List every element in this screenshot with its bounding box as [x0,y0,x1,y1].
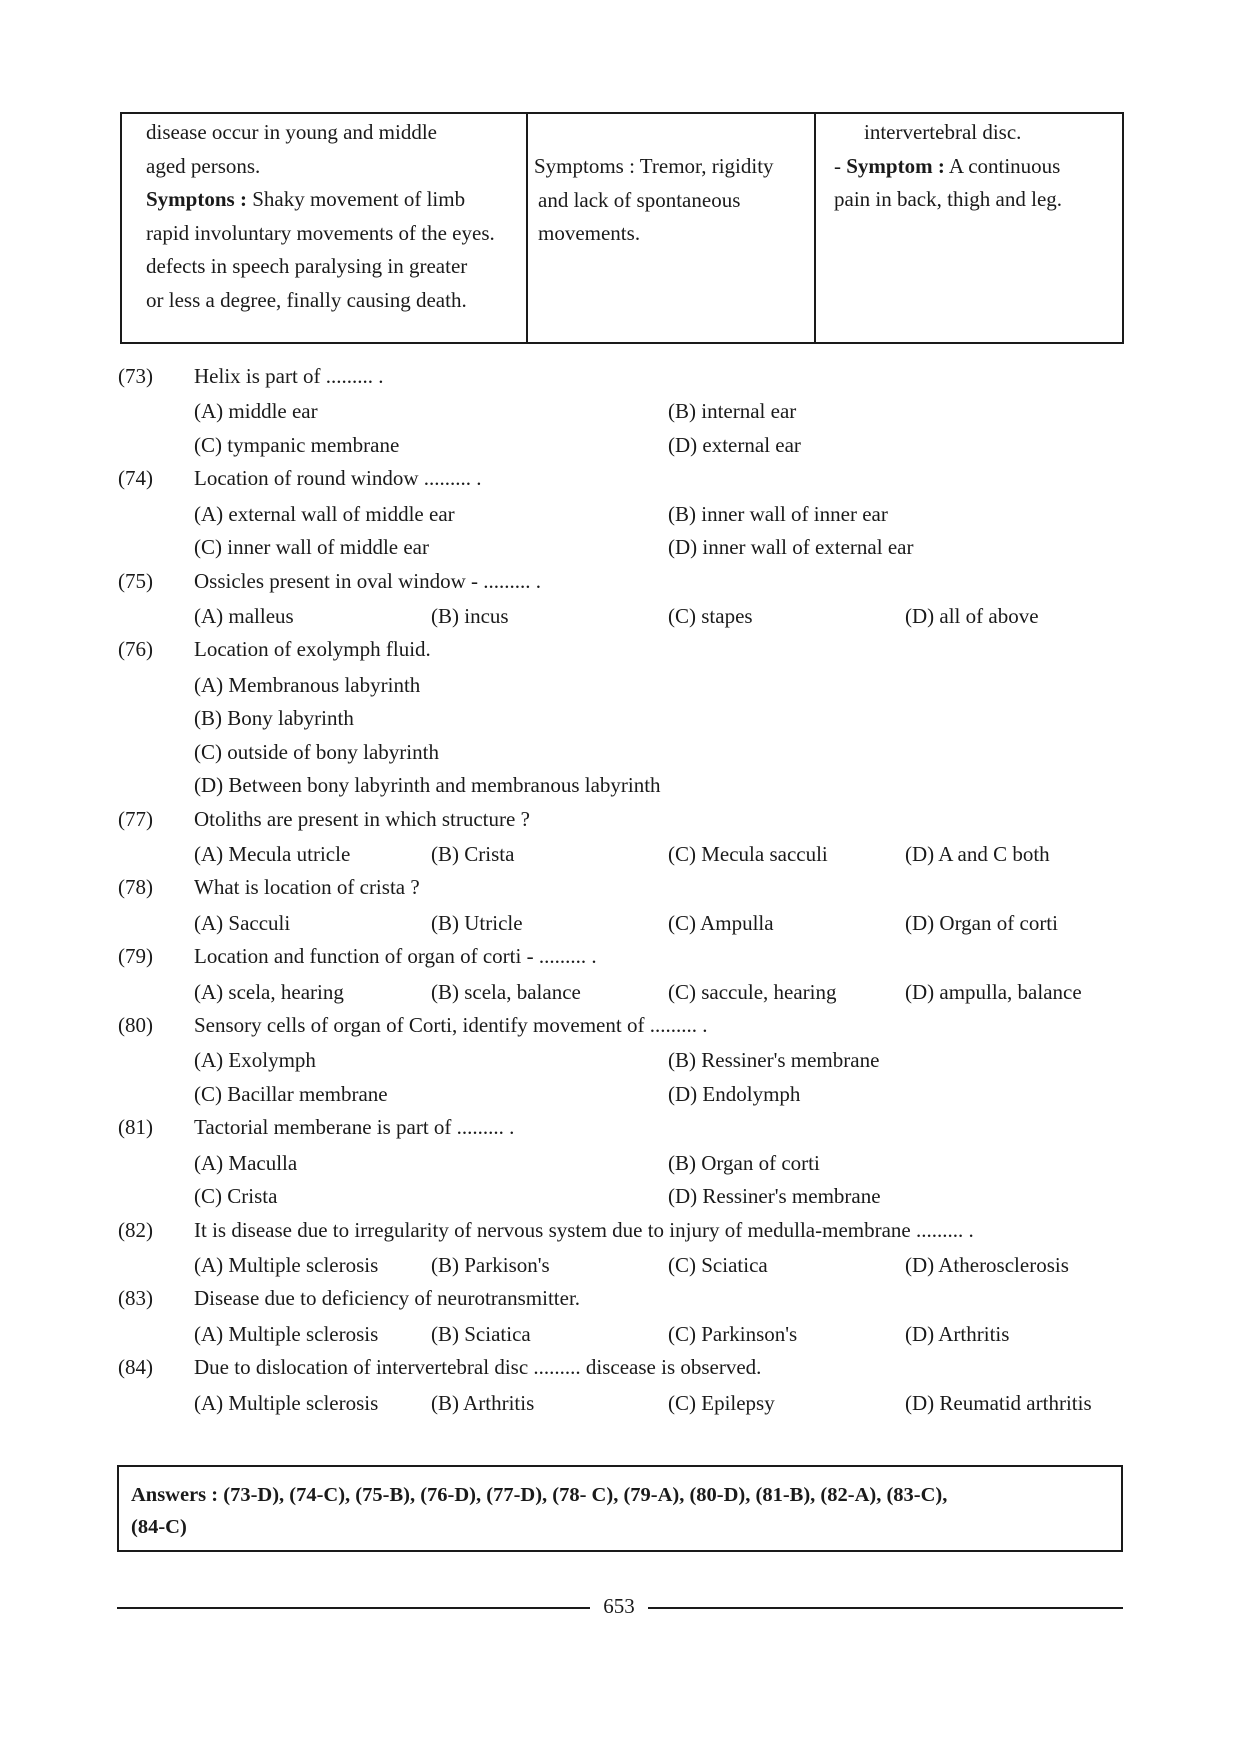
options-row [118,1151,1128,1185]
question-text: Ossicles present in oval window - ......... . [194,568,542,593]
answer-option: (A) middle ear [194,399,318,424]
col1-line-6: or less a degree, finally causing death. [146,287,467,312]
question-stem [118,466,1128,501]
options-row [118,706,1128,740]
answer-option: (D) external ear [668,432,801,457]
question-number: (84) [118,1355,153,1380]
answer-option: (D) Endolymph [668,1081,801,1106]
question-number: (78) [118,875,153,900]
answer-option: (B) Utricle [431,910,523,935]
question-number: (83) [118,1286,153,1311]
answer-option: (C) Crista [194,1184,278,1209]
question-stem [118,807,1128,842]
answer-option: (D) ampulla, balance [905,979,1082,1004]
question-stem [118,875,1128,910]
answer-option: (A) Mecula utricle [194,841,351,866]
col2-line-2: and lack of spontaneous [538,187,741,212]
question-text: Location of exolymph fluid. [194,637,431,662]
col3-line-1: intervertebral disc. [864,120,1022,144]
col1-line-2: aged persons. [146,153,261,178]
symptom-label: Symptom : [846,153,945,178]
col1-line-5: defects in speech paralysing in greater [146,254,468,278]
table-col-1 [122,114,528,342]
question-stem [118,364,1128,399]
symptoms-label: Symptons : [146,187,247,211]
symptoms-text: Shaky movement of limb [246,187,466,211]
answer-option: (A) Multiple sclerosis [194,1390,379,1415]
question-number: (80) [118,1013,153,1038]
footer-rule-left [117,1607,590,1609]
answer-option: (B) Bony labyrinth [194,706,354,731]
options-row [118,604,1128,638]
answer-option: (A) scela, hearing [194,979,344,1004]
options-row [118,1082,1128,1116]
answer-option: (A) Multiple sclerosis [194,1252,379,1277]
answer-option: (A) Multiple sclerosis [194,1321,379,1346]
answer-option: (A) malleus [194,603,294,628]
question-text: Location of round window ......... . [194,466,482,491]
options-row [118,740,1128,774]
page-number: 653 [603,1594,635,1618]
table-col-2 [528,114,816,342]
answer-option: (B) Crista [431,841,515,866]
col1-line-3 [146,183,526,217]
answer-option: (B) incus [431,603,509,628]
answer-option: (C) Bacillar membrane [194,1081,388,1106]
answer-option: (C) Epilepsy [668,1390,775,1415]
options-row [118,1391,1128,1425]
answer-option: (D) A and C both [905,841,1050,866]
options-row [118,502,1128,536]
question-number: (79) [118,944,153,969]
col1-line-1: disease occur in young and middle [146,120,438,144]
answer-option: (B) Arthritis [431,1390,535,1415]
answer-option: (D) Reumatid arthritis [905,1390,1092,1415]
options-row [118,1322,1128,1356]
question-number: (76) [118,637,153,662]
answer-key-line-2: (84-C) [131,1516,187,1538]
col3-line-2 [834,150,1122,184]
disease-table [120,112,1124,344]
question-text: Due to dislocation of intervertebral disc ......... discease is observed. [194,1355,762,1380]
col2-line-3: movements. [538,221,641,245]
question-text: Tactorial memberane is part of ......... . [194,1115,515,1140]
options-row [118,399,1128,433]
options-row [118,980,1128,1014]
answer-option: (C) stapes [668,603,753,628]
question-stem [118,1013,1128,1048]
answer-option: (C) Parkinson's [668,1321,798,1346]
answer-option: (D) Organ of corti [905,910,1058,935]
question-number: (74) [118,466,153,491]
answer-option: (C) tympanic membrane [194,432,400,457]
options-row [118,1048,1128,1082]
question-number: (73) [118,364,153,388]
question-number: (82) [118,1217,153,1242]
options-row [118,673,1128,707]
answer-option: (B) Organ of corti [668,1150,820,1175]
answer-option: (D) inner wall of external ear [668,535,914,560]
table-col-3 [816,114,1122,342]
footer-rule-right [648,1607,1123,1609]
answer-option: (B) Ressiner's membrane [668,1048,880,1073]
answer-option: (B) internal ear [668,399,797,424]
col2-line-1: Symptoms : Tremor, rigidity [534,154,774,178]
options-row [118,911,1128,945]
question-stem [118,637,1128,672]
answer-option: (B) scela, balance [431,979,581,1004]
answer-key-line-1: Answers : (73-D), (74-C), (75-B), (76-D), (77-D), (78- C), (79-A), (80-D), (81-B), (82-A), (83-C), [131,1484,948,1506]
question-text: It is disease due to irregularity of nervous system due to injury of medulla-membrane ......... . [194,1217,974,1242]
options-row [118,773,1128,807]
options-row [118,842,1128,876]
options-row [118,1184,1128,1218]
question-list [118,364,1128,1424]
question-text: Sensory cells of organ of Corti, identify movement of ......... . [194,1013,708,1038]
answer-option: (B) Sciatica [431,1321,531,1346]
question-stem [118,944,1128,979]
question-stem [118,1355,1128,1390]
answer-option: (C) saccule, hearing [668,979,837,1004]
col1-line-4: rapid involuntary movements of the eyes. [146,220,495,245]
question-number: (81) [118,1115,153,1140]
question-number: (75) [118,568,153,593]
question-stem [118,1286,1128,1321]
answer-option: (C) Sciatica [668,1252,768,1277]
options-row [118,535,1128,569]
question-stem [118,1218,1128,1253]
answer-option: (C) outside of bony labyrinth [194,739,439,764]
answer-option: (D) Between bony labyrinth and membranous labyrinth [194,773,661,798]
answer-key-box [117,1465,1123,1552]
answer-option: (D) all of above [905,603,1039,628]
symptom-text: A continuous [944,153,1061,178]
answer-option: (C) Mecula sacculi [668,841,828,866]
question-text: What is location of crista ? [194,875,420,900]
answer-option: (A) Membranous labyrinth [194,672,421,697]
options-row [118,433,1128,467]
answer-option: (D) Ressiner's membrane [668,1184,881,1209]
answer-option: (A) external wall of middle ear [194,501,455,526]
answer-option: (A) Sacculi [194,910,291,935]
answer-option: (B) Parkison's [431,1252,550,1277]
question-text: Disease due to deficiency of neurotransmitter. [194,1286,581,1311]
question-text: Helix is part of ......... . [194,364,384,388]
answer-option: (A) Maculla [194,1150,298,1175]
question-stem [118,1115,1128,1150]
answer-option: (C) inner wall of middle ear [194,535,429,560]
question-text: Otoliths are present in which structure ? [194,806,530,831]
answer-option: (C) Ampulla [668,910,774,935]
answer-option: (D) Atherosclerosis [905,1252,1069,1277]
answer-option: (B) inner wall of inner ear [668,501,888,526]
answer-option: (D) Arthritis [905,1321,1010,1346]
col3-dash: - [834,153,847,178]
answer-option: (A) Exolymph [194,1048,316,1073]
options-row [118,1253,1128,1287]
question-stem [118,569,1128,604]
col3-line-3: pain in back, thigh and leg. [834,187,1063,211]
question-text: Location and function of organ of corti - ......... . [194,944,597,969]
question-number: (77) [118,806,153,831]
